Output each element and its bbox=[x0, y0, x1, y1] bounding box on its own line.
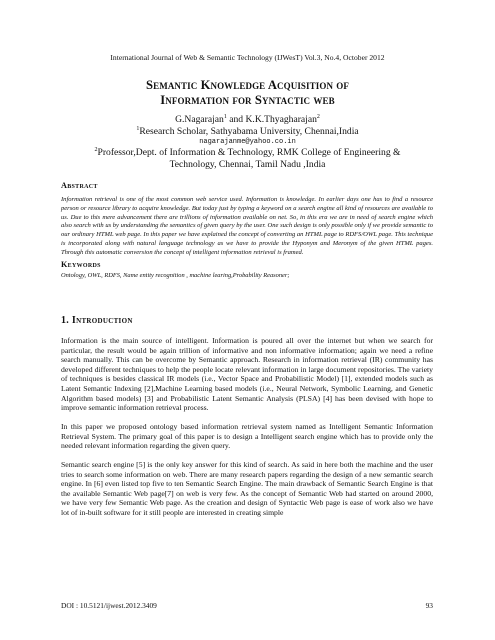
affiliation-2-line-1: Professor,Dept. of Information & Technology, RMK College of Engineering & bbox=[97, 147, 401, 158]
author-names bbox=[0, 114, 495, 126]
author-2-sup: 2 bbox=[316, 113, 320, 120]
affiliation-2-line-2: Technology, Chennai, Tamil Nadu ,India bbox=[169, 158, 326, 170]
keywords-text bbox=[61, 272, 433, 280]
abstract-paragraph: Information retrieval is one of the most common web service used. Information is knowledge. In earlier days one has to find a resource person or resource library to acquire knowledge. But today just by typing a keyword on a search engine all kind of resources are available to us. Due to this mere advancement there are trillions of information available on net. So, in this era we are in need of search engine which also search with us by understanding the semantics of given query by the user. One such design is only possible only if we provide semantic to our ordinary HTML web page. In this paper we have explained the concept of converting an HTML page to RDFS/OWL page. This technique is incorporated along with natural language technology as we have to provide the Hyponym and Meronym of the given HTML pages. Through this automatic conversion the concept of intelligent information retrieval is framed. bbox=[61, 196, 433, 256]
body-paragraph: In this paper we proposed ontology based information retrieval system named as Intelligent Semantic Information Retrieval System. The primary goal of this paper is to design a Intelligent search engine which has to provide only the needed relevant information regarding the given query. bbox=[61, 421, 433, 451]
doi-label: DOI : 10.5121/ijwest.2012.3409 bbox=[61, 601, 157, 610]
affiliation-2-sup: 2 bbox=[94, 146, 98, 153]
affiliation-2 bbox=[0, 147, 495, 159]
paper-title-line-2: Information for Syntactic web bbox=[160, 93, 335, 107]
body-paragraph: Semantic search engine [5] is the only key answer for this kind of search. As said in here both the machine and the user tries to search some information on web. There are many research papers regarding the design of a new semantic search engine. In [6] even listed top five to ten Semantic Search Engine. The main drawback of Semantic Search Engine is that the available Semantic Web page[7] on web is very few. As the concept of Semantic Web had started on around 2000, we have very few Semantic Web page. As the creation and design of Syntactic Web page is ease of work also we have lot of in-built software for it still people are interested in creating simple bbox=[61, 459, 433, 517]
section-1-body bbox=[61, 336, 433, 527]
journal-header: International Journal of Web & Semantic Technology (IJWesT) Vol.3, No.4, October 2012 bbox=[110, 53, 385, 62]
affiliation-1-sup: 1 bbox=[136, 125, 140, 132]
keywords-heading: Keywords bbox=[61, 260, 101, 269]
paper-title-line-1: Semantic Knowledge Acquisition of bbox=[146, 78, 349, 92]
author-2: and K.K.Thyagharajan bbox=[226, 114, 317, 125]
author-1: G.Nagarajan bbox=[175, 114, 224, 125]
author-block bbox=[0, 114, 495, 170]
affiliation-1-text: Research Scholar, Sathyabama University, Chennai,India bbox=[139, 125, 359, 137]
page-number: 93 bbox=[425, 601, 433, 610]
keywords-list: Ontology, OWL, RDFS, Name entity recognition , machine learing,Probability Reasoner; bbox=[61, 272, 290, 279]
abstract-heading: Abstract bbox=[61, 181, 98, 190]
paper-title bbox=[0, 78, 495, 108]
section-1-heading: 1. Introduction bbox=[61, 315, 133, 326]
body-paragraph: Information is the main source of intelligent. Information is poured all over the internet but when we search for particular, the result would be again trillion of informative and non informative information; again we need a refine search manually. This can be overcome by Semantic approach. Research in information retrieval (IR) community has developed different techniques to help the people locate relevant information in large document repositories. The variety of techniques is besides classical IR models (i.e., Vector Space and Probabilistic Model) [1], extended models such as Latent Semantic Indexing [2],Machine Learning based models (i.e., Neural Network, Symbolic Learning, and Genetic Algorithm based models) [3] and Probabilistic Latent Semantic Analysis (PLSA) [4] has been devised with hope to improve semantic information retrieval process. bbox=[61, 336, 433, 413]
author-email[interactable]: nagarajanme@yahoo.co.in bbox=[199, 138, 296, 146]
author-1-sup: 1 bbox=[223, 113, 227, 120]
affiliation-1 bbox=[0, 126, 495, 138]
abstract-text bbox=[61, 196, 433, 257]
